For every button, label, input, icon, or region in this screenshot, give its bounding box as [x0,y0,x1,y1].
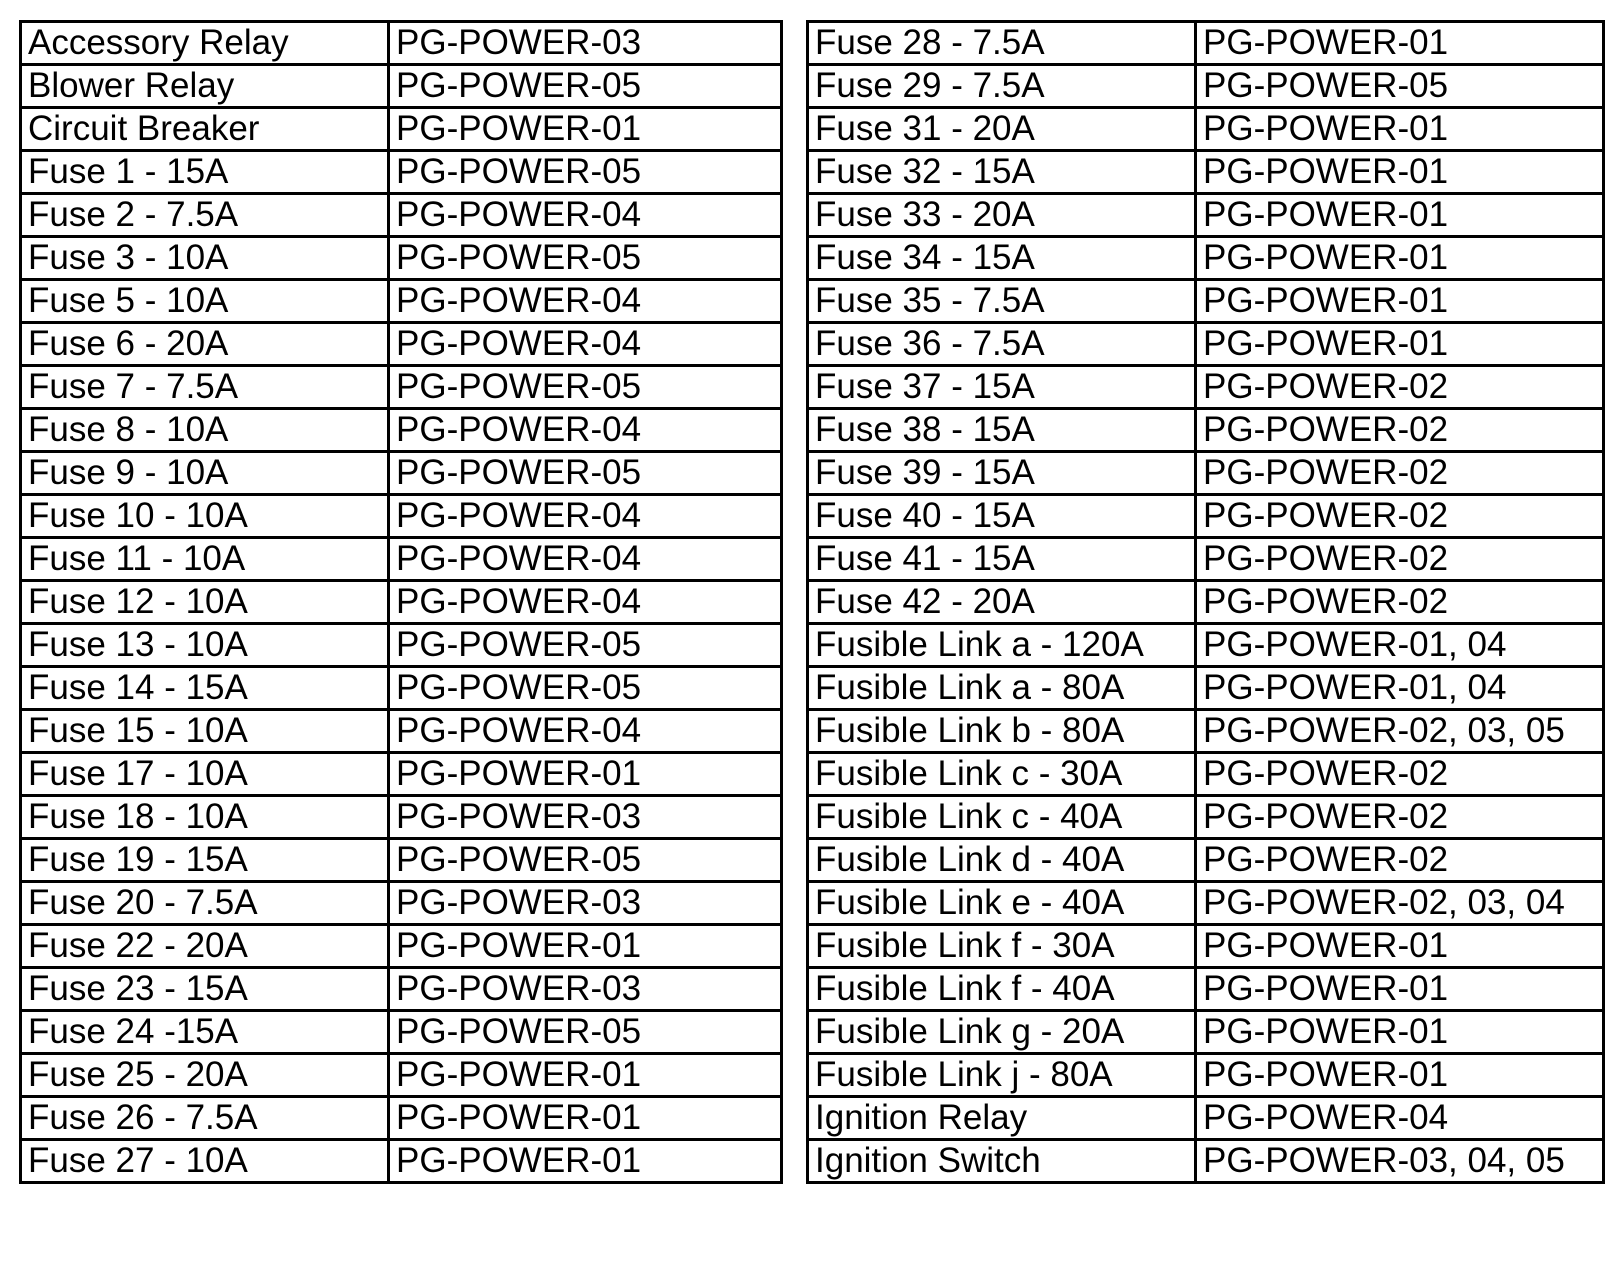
table-row [808,108,1604,151]
page-reference-cell: PG-POWER-02 [1196,538,1604,581]
page-reference-cell: PG-POWER-02 [1196,452,1604,495]
table-row [808,366,1604,409]
table-row [808,882,1604,925]
page-reference-cell: PG-POWER-01 [1196,925,1604,968]
page-reference-cell: PG-POWER-01 [389,925,782,968]
table-row [21,624,782,667]
component-name-cell: Fuse 1 - 15A [21,151,389,194]
component-name-cell: Fuse 8 - 10A [21,409,389,452]
table-row [808,753,1604,796]
table-row [21,194,782,237]
table-row [808,1140,1604,1183]
page-reference-cell: PG-POWER-02, 03, 05 [1196,710,1604,753]
page-reference-cell: PG-POWER-05 [389,366,782,409]
page-reference-cell: PG-POWER-03 [389,796,782,839]
table-row [808,796,1604,839]
page-reference-cell: PG-POWER-01 [1196,323,1604,366]
component-name-cell: Fuse 13 - 10A [21,624,389,667]
table-row [21,495,782,538]
component-name-cell: Blower Relay [21,65,389,108]
page-reference-cell: PG-POWER-05 [1196,65,1604,108]
table-row [21,968,782,1011]
component-name-cell: Circuit Breaker [21,108,389,151]
component-name-cell: Fuse 42 - 20A [808,581,1196,624]
component-name-cell: Fusible Link b - 80A [808,710,1196,753]
table-row [21,538,782,581]
component-name-cell: Fusible Link d - 40A [808,839,1196,882]
component-name-cell: Fusible Link a - 120A [808,624,1196,667]
page-reference-cell: PG-POWER-01 [1196,194,1604,237]
table-row [808,624,1604,667]
table-row [21,452,782,495]
page-reference-cell: PG-POWER-02, 03, 04 [1196,882,1604,925]
table-row [21,65,782,108]
page-reference-cell: PG-POWER-01 [389,1140,782,1183]
component-name-cell: Ignition Relay [808,1097,1196,1140]
table-row [21,796,782,839]
component-name-cell: Fuse 37 - 15A [808,366,1196,409]
table-row [21,753,782,796]
page-reference-cell: PG-POWER-04 [389,581,782,624]
right-table-body [808,22,1604,1183]
table-row [21,667,782,710]
component-name-cell: Fuse 9 - 10A [21,452,389,495]
component-name-cell: Fusible Link f - 40A [808,968,1196,1011]
page-reference-cell: PG-POWER-03, 04, 05 [1196,1140,1604,1183]
page-reference-cell: PG-POWER-05 [389,65,782,108]
component-name-cell: Fuse 14 - 15A [21,667,389,710]
table-row [808,452,1604,495]
page-reference-cell: PG-POWER-01 [389,1054,782,1097]
page-reference-cell: PG-POWER-04 [389,409,782,452]
page-reference-cell: PG-POWER-02 [1196,839,1604,882]
page-reference-cell: PG-POWER-01 [1196,237,1604,280]
page-reference-cell: PG-POWER-02 [1196,581,1604,624]
component-name-cell: Fusible Link c - 30A [808,753,1196,796]
table-row [808,538,1604,581]
table-row [21,882,782,925]
table-row [21,925,782,968]
component-name-cell: Fusible Link e - 40A [808,882,1196,925]
table-row [21,1054,782,1097]
table-row [808,925,1604,968]
table-row [808,667,1604,710]
page-reference-cell: PG-POWER-03 [389,882,782,925]
component-name-cell: Fuse 7 - 7.5A [21,366,389,409]
table-row [21,22,782,65]
component-name-cell: Fuse 23 - 15A [21,968,389,1011]
table-row [21,1140,782,1183]
component-name-cell: Fuse 22 - 20A [21,925,389,968]
component-name-cell: Fuse 28 - 7.5A [808,22,1196,65]
table-row [21,1097,782,1140]
component-name-cell: Fuse 5 - 10A [21,280,389,323]
table-row [808,22,1604,65]
component-name-cell: Fuse 33 - 20A [808,194,1196,237]
table-row [21,409,782,452]
table-row [808,409,1604,452]
table-row [808,710,1604,753]
page-reference-cell: PG-POWER-05 [389,237,782,280]
table-row [21,151,782,194]
page-reference-cell: PG-POWER-01 [1196,22,1604,65]
page-reference-cell: PG-POWER-01, 04 [1196,624,1604,667]
component-index-table-left [19,20,783,1184]
component-name-cell: Fuse 31 - 20A [808,108,1196,151]
table-row [808,151,1604,194]
component-name-cell: Fuse 38 - 15A [808,409,1196,452]
component-name-cell: Fusible Link c - 40A [808,796,1196,839]
page-reference-cell: PG-POWER-01 [1196,280,1604,323]
table-row [808,839,1604,882]
table-row [21,366,782,409]
page-reference-cell: PG-POWER-04 [389,194,782,237]
page-reference-cell: PG-POWER-01 [1196,1054,1604,1097]
page-reference-cell: PG-POWER-05 [389,667,782,710]
table-row [808,323,1604,366]
component-name-cell: Fusible Link f - 30A [808,925,1196,968]
table-row [21,581,782,624]
component-name-cell: Fuse 19 - 15A [21,839,389,882]
page-reference-cell: PG-POWER-01, 04 [1196,667,1604,710]
table-row [808,1054,1604,1097]
table-row [21,839,782,882]
page-reference-cell: PG-POWER-04 [389,538,782,581]
left-table-body [21,22,782,1183]
page-reference-cell: PG-POWER-04 [1196,1097,1604,1140]
component-name-cell: Fuse 32 - 15A [808,151,1196,194]
page-reference-cell: PG-POWER-01 [1196,108,1604,151]
page-reference-cell: PG-POWER-04 [389,710,782,753]
page-reference-cell: PG-POWER-01 [1196,968,1604,1011]
page-reference-cell: PG-POWER-04 [389,280,782,323]
component-name-cell: Fuse 35 - 7.5A [808,280,1196,323]
page-reference-cell: PG-POWER-01 [389,1097,782,1140]
page-reference-cell: PG-POWER-05 [389,624,782,667]
component-name-cell: Accessory Relay [21,22,389,65]
page-reference-cell: PG-POWER-01 [1196,151,1604,194]
component-name-cell: Fuse 6 - 20A [21,323,389,366]
table-row [21,1011,782,1054]
component-name-cell: Fuse 17 - 10A [21,753,389,796]
component-name-cell: Fuse 41 - 15A [808,538,1196,581]
table-row [808,495,1604,538]
component-name-cell: Ignition Switch [808,1140,1196,1183]
page-reference-cell: PG-POWER-05 [389,151,782,194]
component-name-cell: Fuse 11 - 10A [21,538,389,581]
component-name-cell: Fusible Link j - 80A [808,1054,1196,1097]
page-reference-cell: PG-POWER-01 [389,753,782,796]
page-reference-cell: PG-POWER-01 [1196,1011,1604,1054]
page-reference-cell: PG-POWER-04 [389,495,782,538]
page-reference-cell: PG-POWER-02 [1196,495,1604,538]
page-reference-cell: PG-POWER-05 [389,839,782,882]
page-reference-cell: PG-POWER-03 [389,968,782,1011]
table-row [21,323,782,366]
component-name-cell: Fusible Link a - 80A [808,667,1196,710]
component-name-cell: Fuse 26 - 7.5A [21,1097,389,1140]
component-name-cell: Fuse 36 - 7.5A [808,323,1196,366]
component-name-cell: Fuse 34 - 15A [808,237,1196,280]
page-reference-cell: PG-POWER-05 [389,1011,782,1054]
table-row [808,1011,1604,1054]
component-name-cell: Fusible Link g - 20A [808,1011,1196,1054]
table-row [21,108,782,151]
table-row [21,710,782,753]
page-reference-cell: PG-POWER-02 [1196,753,1604,796]
table-row [808,581,1604,624]
page-reference-cell: PG-POWER-02 [1196,796,1604,839]
component-name-cell: Fuse 40 - 15A [808,495,1196,538]
component-name-cell: Fuse 27 - 10A [21,1140,389,1183]
page-reference-cell: PG-POWER-03 [389,22,782,65]
page-reference-cell: PG-POWER-02 [1196,366,1604,409]
page-reference-cell: PG-POWER-02 [1196,409,1604,452]
component-name-cell: Fuse 20 - 7.5A [21,882,389,925]
table-row [21,280,782,323]
component-name-cell: Fuse 2 - 7.5A [21,194,389,237]
component-name-cell: Fuse 24 -15A [21,1011,389,1054]
page-reference-cell: PG-POWER-04 [389,323,782,366]
component-name-cell: Fuse 18 - 10A [21,796,389,839]
component-name-cell: Fuse 29 - 7.5A [808,65,1196,108]
table-row [808,280,1604,323]
component-name-cell: Fuse 3 - 10A [21,237,389,280]
table-row [808,194,1604,237]
component-name-cell: Fuse 25 - 20A [21,1054,389,1097]
component-index-table-right [806,20,1605,1184]
table-row [808,968,1604,1011]
page-reference-cell: PG-POWER-05 [389,452,782,495]
component-name-cell: Fuse 39 - 15A [808,452,1196,495]
page-reference-cell: PG-POWER-01 [389,108,782,151]
table-row [808,1097,1604,1140]
table-row [21,237,782,280]
component-name-cell: Fuse 10 - 10A [21,495,389,538]
table-row [808,237,1604,280]
table-row [808,65,1604,108]
component-name-cell: Fuse 15 - 10A [21,710,389,753]
component-name-cell: Fuse 12 - 10A [21,581,389,624]
